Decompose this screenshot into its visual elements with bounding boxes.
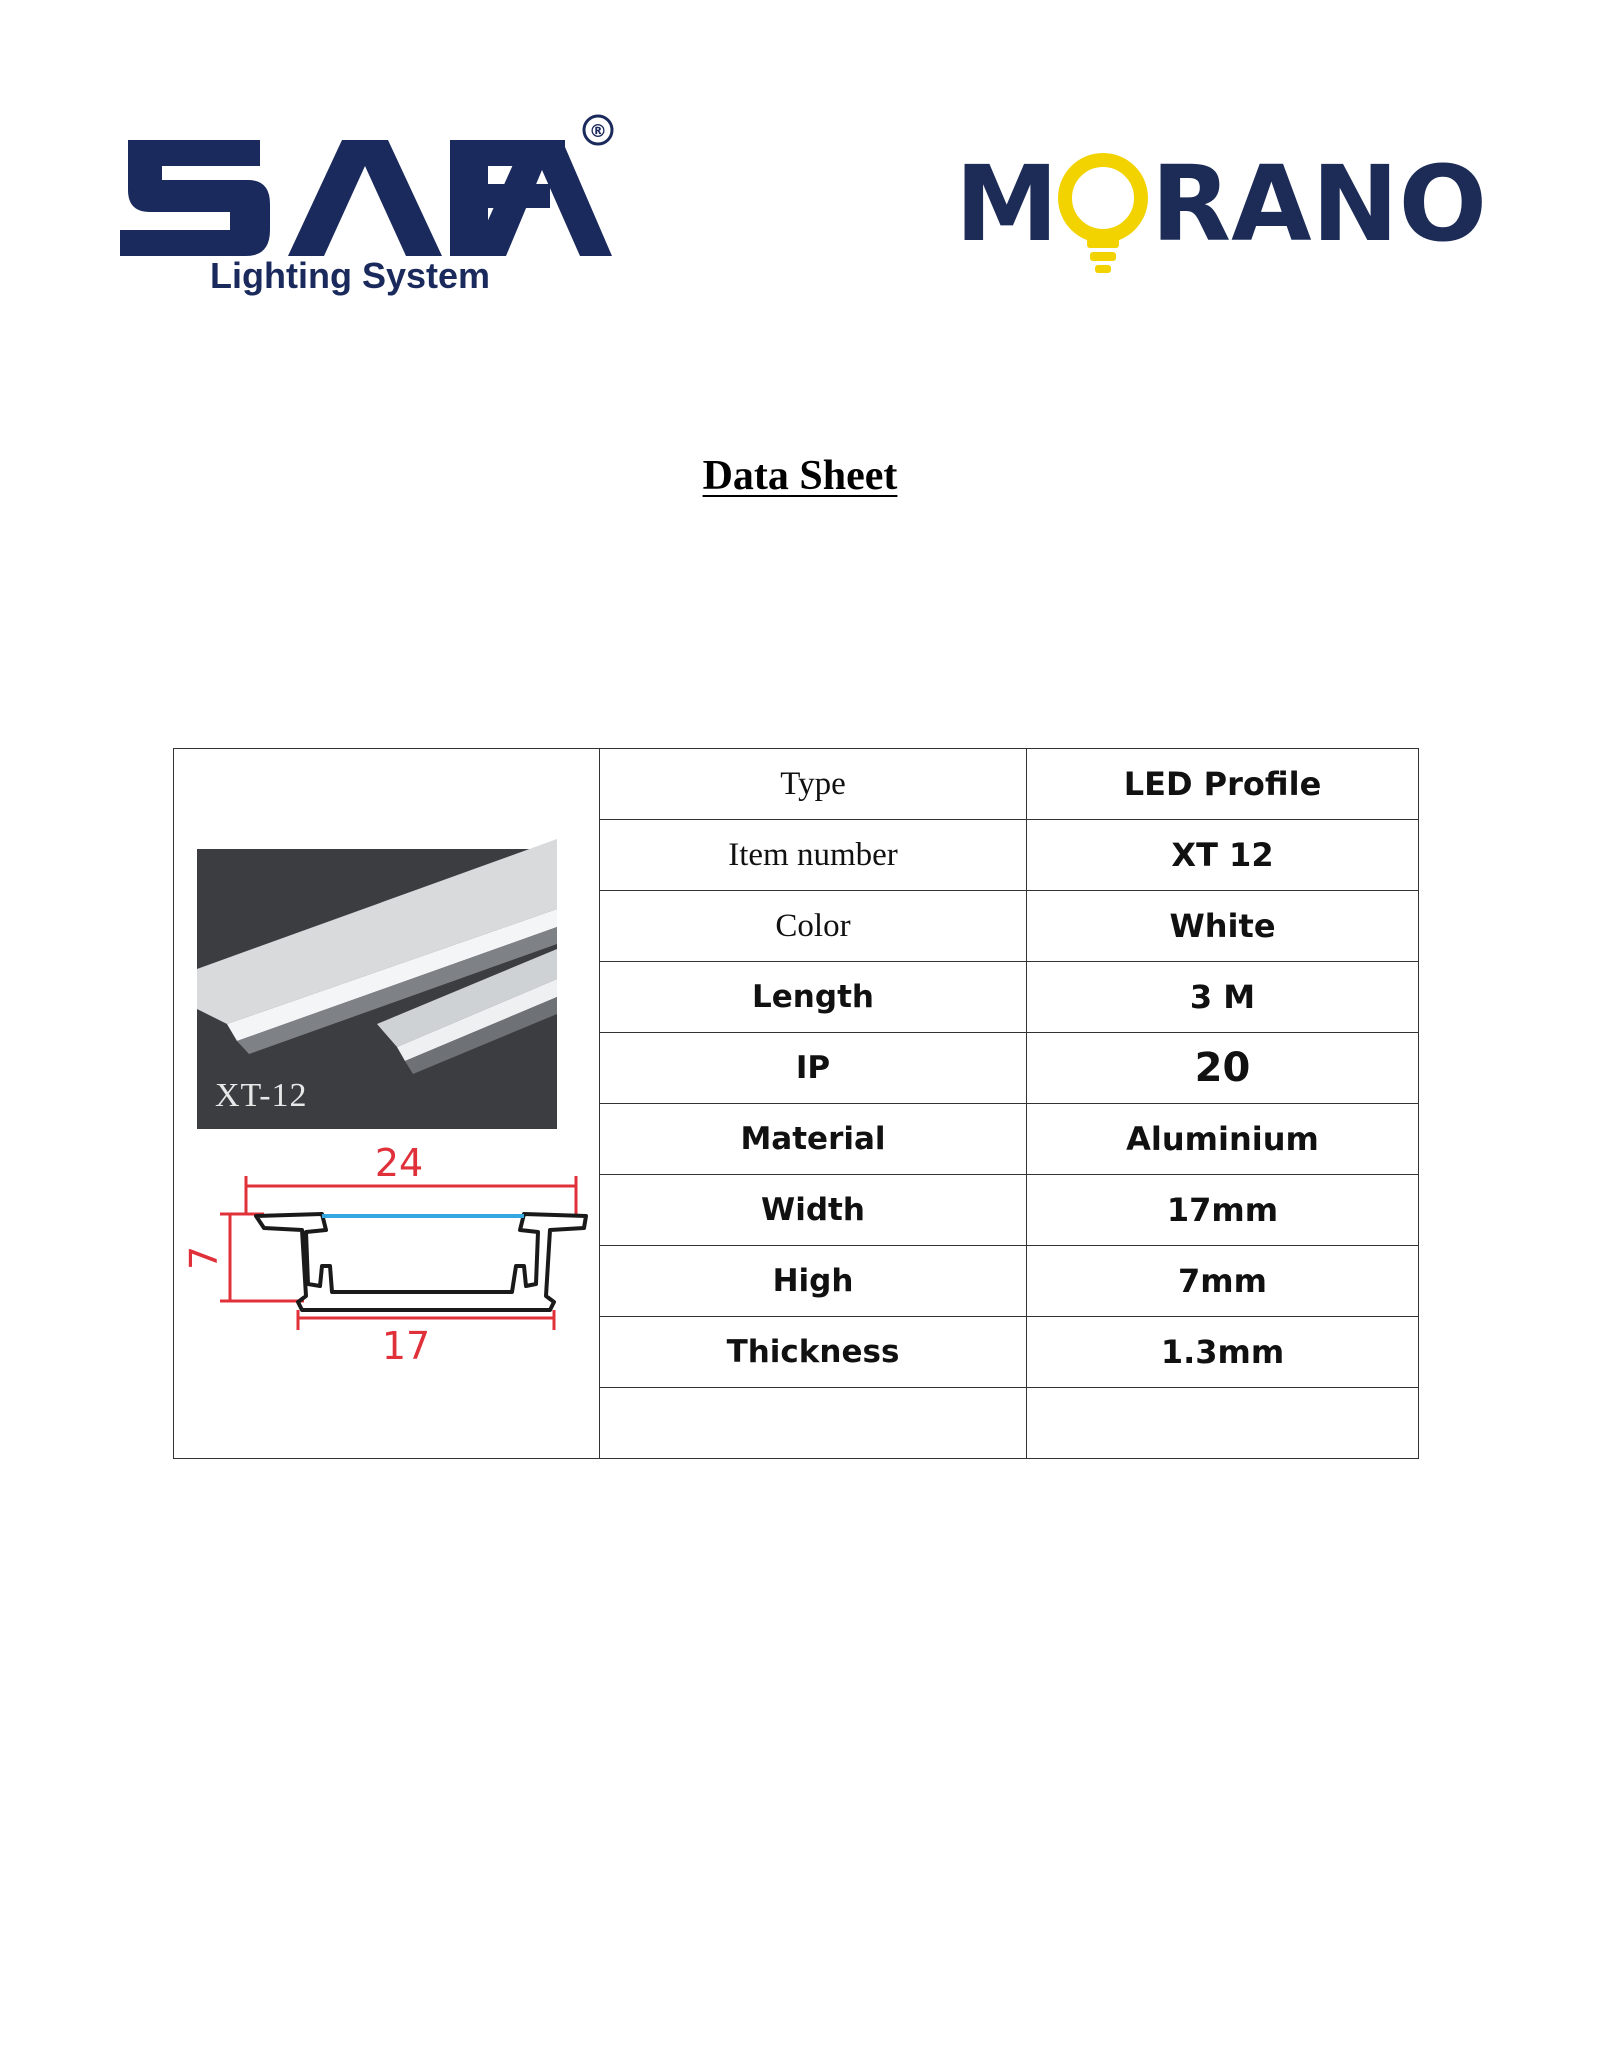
safa-trademark-mark: ®	[589, 121, 607, 142]
spec-label: Thickness	[600, 1317, 1027, 1388]
lightbulb-icon	[1065, 160, 1141, 273]
spec-label: Length	[600, 962, 1027, 1033]
spec-value: Aluminium	[1027, 1104, 1419, 1175]
spec-row-type	[174, 749, 1419, 820]
spec-value: 17mm	[1027, 1175, 1419, 1246]
spec-label: Item number	[600, 820, 1027, 891]
spec-table	[173, 748, 1419, 1459]
spec-value: 1.3mm	[1027, 1317, 1419, 1388]
spec-value: 20	[1027, 1033, 1419, 1104]
safa-logo	[120, 108, 620, 308]
photo-model-label: XT-12	[215, 1077, 308, 1114]
dimension-height: 7	[182, 1245, 226, 1270]
spec-value: XT 12	[1027, 820, 1419, 891]
spec-value	[1027, 1388, 1419, 1459]
spec-value: 3 M	[1027, 962, 1419, 1033]
svg-text:M: M	[955, 143, 1059, 265]
svg-text:RANO: RANO	[1151, 143, 1488, 265]
profile-dimension-drawing	[182, 1134, 594, 1369]
spec-label: IP	[600, 1033, 1027, 1104]
dimension-top-width: 24	[374, 1141, 424, 1185]
spec-label: Material	[600, 1104, 1027, 1175]
spec-label	[600, 1388, 1027, 1459]
spec-value: White	[1027, 891, 1419, 962]
spec-label: Type	[600, 749, 1027, 820]
spec-label: High	[600, 1246, 1027, 1317]
spec-value: 7mm	[1027, 1246, 1419, 1317]
spec-label: Color	[600, 891, 1027, 962]
spec-value: LED Profile	[1027, 749, 1419, 820]
product-photo	[197, 849, 557, 1129]
spec-label: Width	[600, 1175, 1027, 1246]
morano-logo	[955, 143, 1500, 288]
product-image-cell	[174, 749, 600, 1459]
page-title: Data Sheet	[702, 453, 898, 499]
safa-tagline: Lighting System	[210, 255, 491, 296]
dimension-bottom-width: 17	[381, 1324, 431, 1368]
